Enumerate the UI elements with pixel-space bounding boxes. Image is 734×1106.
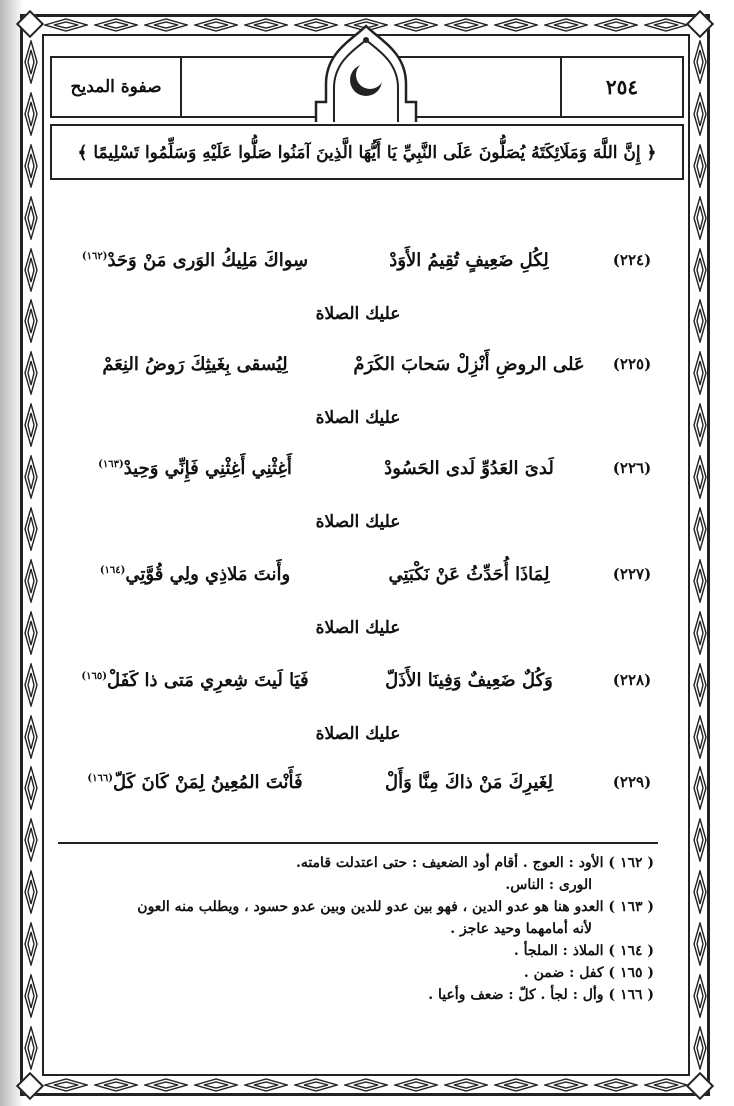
first-hemistich: لِكُلِ ضَعِيفٍ تُقِيمُ الأَوَدْ <box>389 249 549 271</box>
border-lozenge-icon <box>24 611 38 655</box>
first-hemistich: عَلى الروضِ أَنْزِلْ سَحابَ الكَرَمْ <box>353 353 585 375</box>
border-lozenge-icon <box>693 663 707 707</box>
border-lozenge-icon <box>344 1078 388 1092</box>
border-lozenge-icon <box>24 299 38 343</box>
poem-line <box>58 762 658 802</box>
second-hemistich-text: فَيَا لَيتَ شِعرِي مَتى ذا كَفَلْ <box>106 669 309 691</box>
second-hemistich-text: وأَنتَ مَلاذِي ولِي قُوَّتِي <box>125 563 291 585</box>
verse-number: (٢٢٧) <box>612 565 652 583</box>
first-hemistich: لِمَاذَا أُحَدِّثُ عَنْ نَكْبَتِي <box>388 563 550 585</box>
border-lozenge-icon <box>44 1078 88 1092</box>
first-hemistich: لَدىَ العَدُوِّ لَدى الحَسُودْ <box>384 457 554 479</box>
poem-line <box>58 660 658 700</box>
second-hemistich <box>58 564 332 585</box>
footnote-reference: (١٦٢) <box>81 250 108 262</box>
refrain-line: عليك الصلاة <box>315 304 401 324</box>
border-lozenge-icon <box>444 18 488 32</box>
footnote: لأنه أمامهما وحيد عاجز . <box>450 921 592 937</box>
second-hemistich-text: سِواكَ مَلِيكُ الوَرى مَنْ وَحَدْ <box>107 249 309 271</box>
second-hemistich-text: لِيُسقى بِغَيثِكَ رَوضُ النِعَمْ <box>102 353 288 375</box>
border-lozenge-icon <box>544 18 588 32</box>
poem-line <box>58 240 658 280</box>
border-lozenge-icon <box>644 18 688 32</box>
border-lozenge-icon <box>494 18 538 32</box>
border-lozenge-icon <box>144 1078 188 1092</box>
border-lozenge-icon <box>693 507 707 551</box>
footnote: الورى : الناس. <box>505 877 592 893</box>
border-lozenge-icon <box>693 1026 707 1070</box>
footnote-reference: (١٦٣) <box>98 458 124 470</box>
border-lozenge-icon <box>24 248 38 292</box>
bottom-border-ornament <box>44 1076 688 1094</box>
second-hemistich-text: فَأَنْتَ المُعِينُ لِمَنْ كَانَ كَلّ <box>112 771 303 793</box>
border-lozenge-icon <box>24 974 38 1018</box>
footnote: ( ١٦٦ ) وأل : لجأ . كلّ : ضعف وأعيا . <box>428 987 654 1003</box>
poem-line <box>58 344 658 384</box>
border-lozenge-icon <box>693 144 707 188</box>
border-lozenge-icon <box>44 18 88 32</box>
border-lozenge-icon <box>24 663 38 707</box>
right-border-ornament <box>691 40 709 1070</box>
border-lozenge-icon <box>693 248 707 292</box>
footnote-divider <box>58 842 658 844</box>
verse-number: (٢٢٤) <box>612 251 652 269</box>
border-lozenge-icon <box>194 1078 238 1092</box>
footnote: ( ١٦٤ ) الملاذ : الملجأ . <box>513 943 654 959</box>
footnote: ( ١٦٥ ) كفل : ضمن . <box>523 965 654 981</box>
second-hemistich-text: أَغِثْنِي أَغِثْنِي فَإِنِّي وَحِيدْ <box>123 457 292 479</box>
border-lozenge-icon <box>144 18 188 32</box>
border-lozenge-icon <box>24 40 38 84</box>
border-lozenge-icon <box>594 18 638 32</box>
second-hemistich <box>58 250 332 271</box>
border-lozenge-icon <box>94 1078 138 1092</box>
border-lozenge-icon <box>693 611 707 655</box>
poem-line <box>58 448 658 488</box>
border-lozenge-icon <box>693 92 707 136</box>
left-border-ornament <box>22 40 40 1070</box>
refrain-line: عليك الصلاة <box>315 724 401 744</box>
border-lozenge-icon <box>24 715 38 759</box>
border-lozenge-icon <box>24 196 38 240</box>
footnotes <box>58 852 654 1006</box>
border-lozenge-icon <box>693 870 707 914</box>
footnote: ( ١٦٣ ) العدو هنا هو عدو الدين ، فهو بين عدو للدين وبين عدو حسود ، ويطلب منه العون <box>137 899 654 915</box>
footnote-reference: (١٦٤) <box>99 564 126 576</box>
second-hemistich <box>58 772 332 793</box>
page-edge-shadow <box>0 0 22 1106</box>
border-lozenge-icon <box>194 18 238 32</box>
border-lozenge-icon <box>693 922 707 966</box>
border-lozenge-icon <box>24 922 38 966</box>
crescent-arch-ornament <box>312 22 420 122</box>
section-title: صفوة المديح <box>70 77 162 97</box>
refrain-line: عليك الصلاة <box>315 408 401 428</box>
border-lozenge-icon <box>544 1078 588 1092</box>
poem-line <box>58 554 658 594</box>
refrain-line: عليك الصلاة <box>315 512 401 532</box>
border-lozenge-icon <box>24 766 38 810</box>
border-lozenge-icon <box>644 1078 688 1092</box>
border-lozenge-icon <box>693 455 707 499</box>
border-lozenge-icon <box>244 18 288 32</box>
footnote-reference: (١٦٥) <box>81 670 107 682</box>
border-lozenge-icon <box>244 1078 288 1092</box>
quran-verse-banner <box>50 124 684 180</box>
border-lozenge-icon <box>24 403 38 447</box>
verse-number: (٢٢٥) <box>612 355 652 373</box>
verse-number: (٢٢٨) <box>612 671 652 689</box>
quran-verse: ﴿ إِنَّ اللَّهَ وَمَلَائِكَتَهُ يُصَلُّونَ عَلَى النَّبِيِّ يَا أَيُّهَا الَّذِينَ آمَنُوا صَلُّوا عَلَيْهِ وَسَلِّمُوا تَسْلِيمًا ﴾ <box>77 142 657 163</box>
border-lozenge-icon <box>444 1078 488 1092</box>
page-number: ٢٥٤ <box>560 58 682 116</box>
border-lozenge-icon <box>24 818 38 862</box>
border-lozenge-icon <box>24 92 38 136</box>
refrain-line: عليك الصلاة <box>315 618 401 638</box>
border-lozenge-icon <box>24 144 38 188</box>
border-lozenge-icon <box>693 351 707 395</box>
verse-number: (٢٢٩) <box>612 773 652 791</box>
border-lozenge-icon <box>24 507 38 551</box>
footnote-reference: (١٦٦) <box>87 772 113 784</box>
second-hemistich <box>58 458 332 479</box>
border-lozenge-icon <box>693 715 707 759</box>
border-lozenge-icon <box>693 974 707 1018</box>
second-hemistich <box>58 354 332 375</box>
border-lozenge-icon <box>693 559 707 603</box>
border-lozenge-icon <box>24 1026 38 1070</box>
first-hemistich: وَكُلٌ ضَعِيفٌ وَفِينَا الأَذَلّ <box>385 669 553 691</box>
border-lozenge-icon <box>94 18 138 32</box>
border-lozenge-icon <box>24 351 38 395</box>
border-lozenge-icon <box>693 818 707 862</box>
verse-number: (٢٢٦) <box>612 459 652 477</box>
border-lozenge-icon <box>693 403 707 447</box>
border-lozenge-icon <box>494 1078 538 1092</box>
border-lozenge-icon <box>294 1078 338 1092</box>
border-lozenge-icon <box>24 870 38 914</box>
border-lozenge-icon <box>594 1078 638 1092</box>
second-hemistich <box>58 670 332 691</box>
border-lozenge-icon <box>693 766 707 810</box>
border-lozenge-icon <box>24 455 38 499</box>
border-lozenge-icon <box>693 40 707 84</box>
first-hemistich: لِغَيرِكَ مَنْ ذاكَ مِنَّا وَأَلْ <box>385 771 553 793</box>
border-lozenge-icon <box>394 1078 438 1092</box>
footnote: ( ١٦٢ ) الأود : العوج . أقام أود الضعيف : حتى اعتدلت قامته. <box>295 855 654 871</box>
border-lozenge-icon <box>24 559 38 603</box>
border-lozenge-icon <box>693 196 707 240</box>
border-lozenge-icon <box>693 299 707 343</box>
